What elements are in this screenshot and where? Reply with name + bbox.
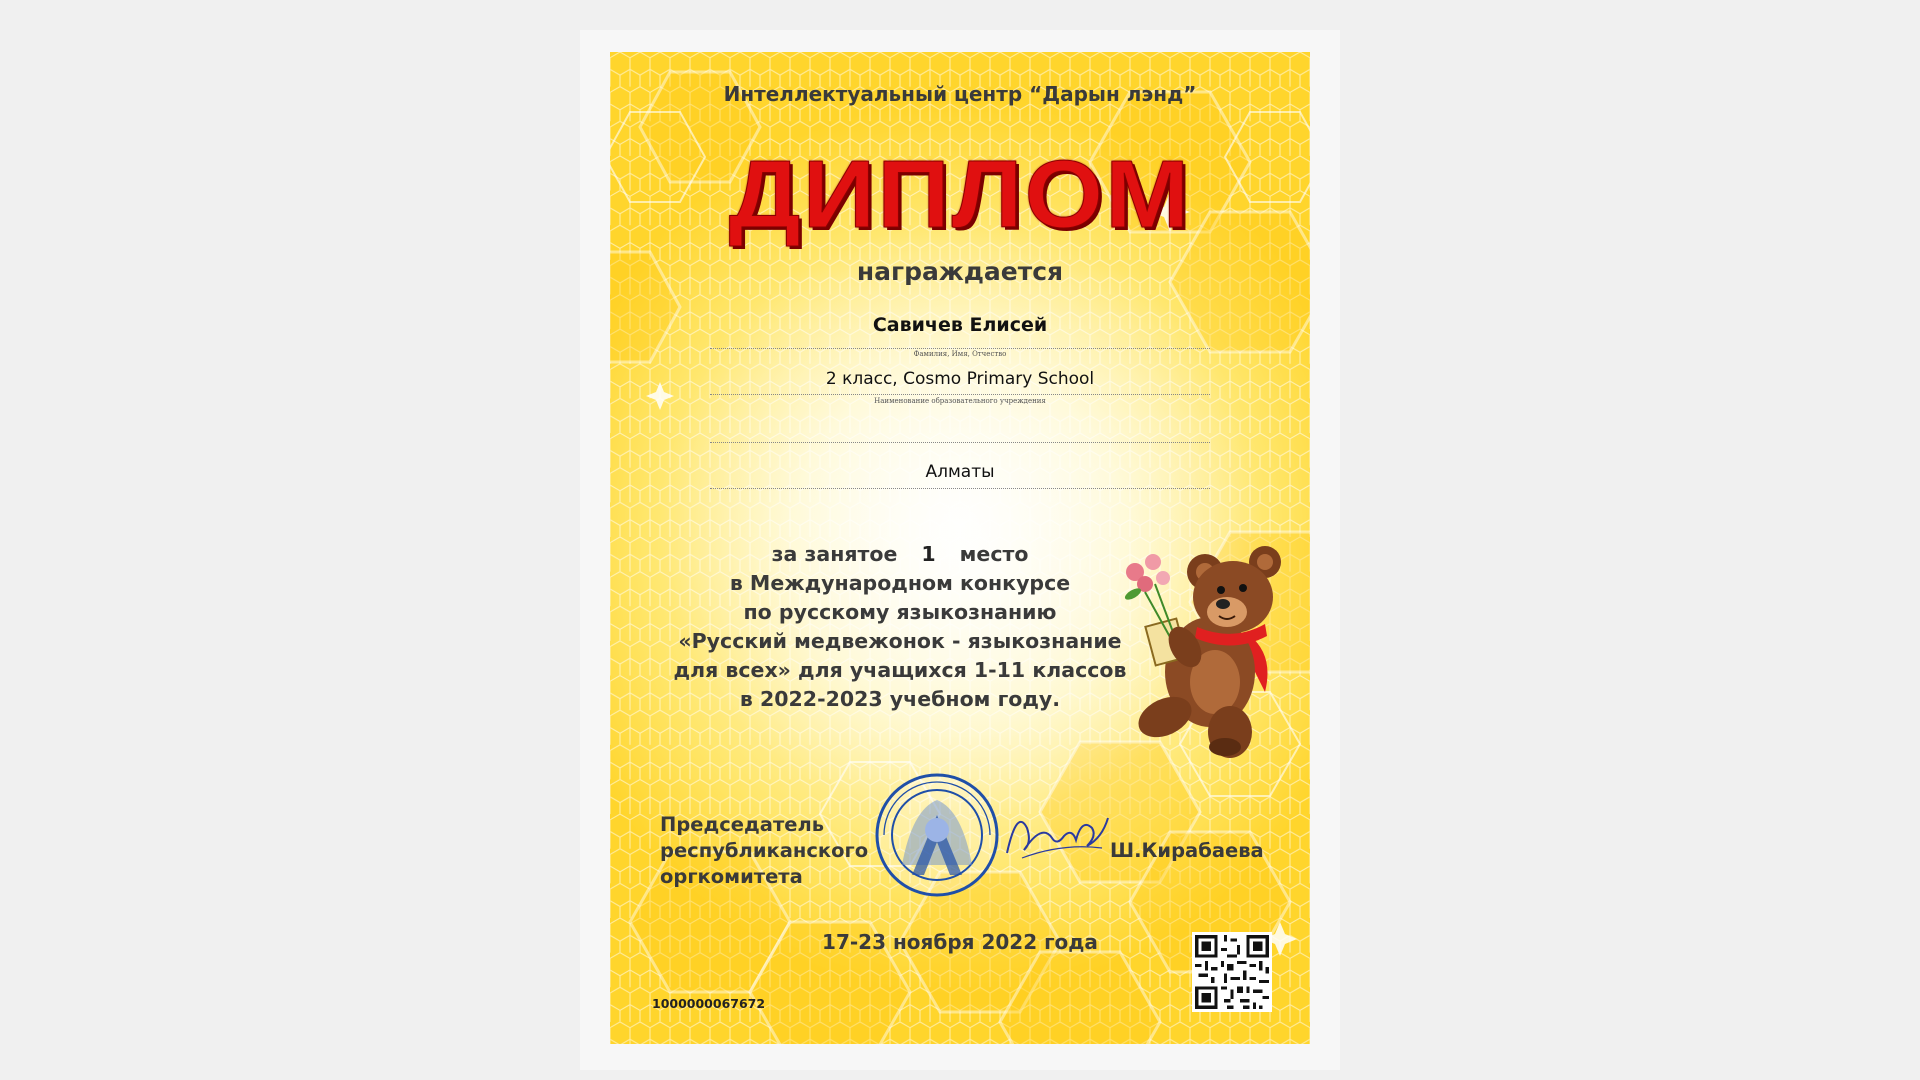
contest-line-5: в 2022-2023 учебном году. bbox=[739, 687, 1061, 711]
qr-code-icon bbox=[1192, 932, 1272, 1012]
organization-name: Интеллектуальный центр “Дарын лэнд” bbox=[723, 82, 1197, 106]
signatory-name: Ш.Кирабаева bbox=[1110, 839, 1264, 862]
signature-icon bbox=[1002, 798, 1112, 868]
serial-number: 1000000067672 bbox=[652, 996, 766, 1011]
name-underline bbox=[710, 348, 1210, 349]
place-prefix: за занятое bbox=[771, 542, 898, 566]
contest-line-2: по русскому языкознанию bbox=[743, 600, 1057, 624]
award-description bbox=[650, 540, 1150, 714]
place-suffix: место bbox=[959, 542, 1029, 566]
seal-stamp-icon bbox=[872, 770, 1002, 900]
contest-line-3: «Русский медвежонок - языкознание bbox=[678, 629, 1122, 653]
chairman-title bbox=[660, 812, 890, 890]
place-line bbox=[650, 540, 1150, 569]
diploma-title: ДИПЛОМ bbox=[728, 141, 1192, 248]
school-name: 2 класс, Cosmo Primary School bbox=[825, 369, 1095, 389]
name-hint: Фамилия, Имя, Отчество bbox=[913, 350, 1007, 358]
contest-dates: 17-23 ноября 2022 года bbox=[822, 930, 1098, 954]
bear-mascot-icon bbox=[1115, 522, 1295, 762]
awarded-label: награждается bbox=[856, 257, 1064, 286]
chairman-line-2: республиканского bbox=[660, 839, 869, 862]
contest-line-1: в Международном конкурсе bbox=[729, 571, 1071, 595]
blank-underline bbox=[710, 442, 1210, 443]
city-underline bbox=[710, 488, 1210, 489]
recipient-name: Савичев Елисей bbox=[872, 314, 1048, 336]
place-number: 1 bbox=[921, 542, 936, 566]
school-hint: Наименование образовательного учреждения bbox=[874, 397, 1046, 405]
school-underline bbox=[710, 394, 1210, 395]
city-name: Алматы bbox=[925, 462, 995, 482]
chairman-line-3: оргкомитета bbox=[660, 865, 803, 888]
chairman-line-1: Председатель bbox=[660, 813, 825, 836]
diploma-certificate bbox=[610, 52, 1310, 1044]
contest-line-4: для всех» для учащихся 1-11 классов bbox=[673, 658, 1127, 682]
